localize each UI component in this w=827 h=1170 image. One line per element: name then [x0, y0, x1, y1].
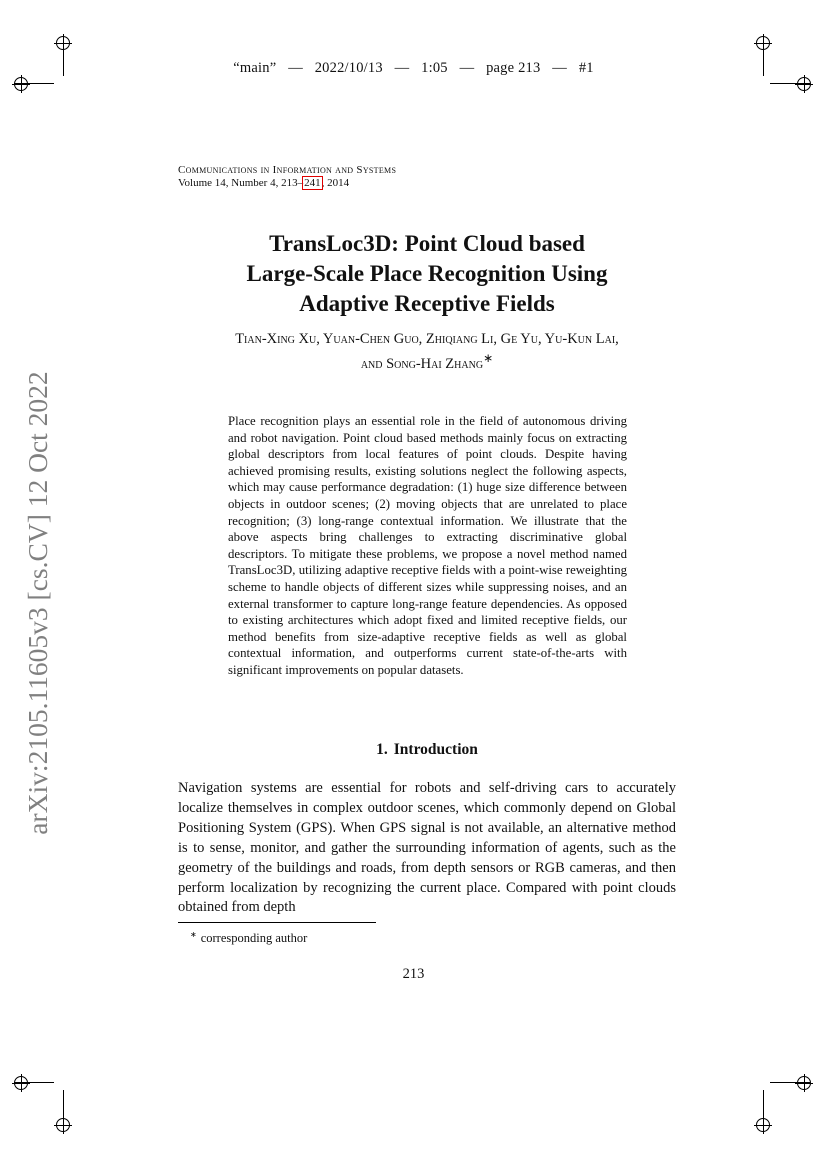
header-job: “main” — [233, 60, 277, 76]
volume-prefix: Volume 14, Number 4, 213– — [178, 177, 304, 189]
authors-line — [178, 349, 676, 374]
author-list — [178, 330, 676, 374]
intro-paragraph: Navigation systems are essential for robots and self-driving cars to accurately localize themselves in complex outdoor scenes, which commonly depend on Global Positioning System (GPS). When GPS signal is not available, an alternative method is to sense, monitor, and gather the surrounding information of agents, such as the geometry of the buildings and roads, from depth sensors or RGB cameras, and then perform localization by recognizing the current place. Compared with point clouds obtained from depth — [178, 780, 676, 916]
corresponding-mark-link[interactable]: ∗ — [483, 351, 494, 365]
section-title: Introduction — [393, 741, 478, 758]
header-sheet: #1 — [578, 60, 594, 76]
title-line: Large-Scale Place Recognition Using — [246, 261, 608, 286]
header-sep: — — [394, 60, 410, 76]
running-header — [0, 60, 827, 77]
journal-year: , 2014 — [321, 177, 350, 189]
title-line: Adaptive Receptive Fields — [299, 291, 555, 316]
title-line: TransLoc3D: Point Cloud based — [269, 231, 585, 256]
footnote-rule — [178, 922, 376, 923]
abstract: Place recognition plays an essential role in the field of autonomous driving and robot navigation. Point cloud based methods mainly focus on extracting global descriptors from local features of point clouds. Despite having achieved promising results, existing solutions neglect the following aspects, which may cause performance degradation: (1) huge size difference between objects in outdoor scenes; (2) moving objects that are unrelated to place recognition; (3) long-range contextual information. We illustrate that the above aspects bring challenges to extracting discriminative global descriptors. To mitigate these problems, we propose a novel method named TransLoc3D, utilizing adaptive receptive fields with a point-wise reweighting scheme to handle objects of different sizes while suppressing noises, and an external transformer to capture long-range feature dependencies. As opposed to existing architectures which adopt fixed and limited receptive fields, our method benefits from size-adaptive receptive fields as well as global contextual information, and outperforms current state-of-the-arts with significant improvements on popular datasets. — [228, 414, 627, 677]
journal-name: Communications in Information and Systems — [178, 164, 397, 176]
header-sep: — — [288, 60, 303, 76]
arxiv-stamp: arXiv:2105.11605v3 [cs.CV] 12 Oct 2022 — [22, 371, 53, 835]
header-date: 2022/10/13 — [314, 60, 383, 76]
footnote-mark: ∗ — [190, 930, 197, 939]
authors-line-text: and Song-Hai Zhang — [360, 355, 484, 372]
header-time: 1:05 — [421, 60, 448, 76]
header-page: page 213 — [486, 60, 541, 76]
header-sep: — — [459, 60, 475, 76]
journal-info — [178, 164, 396, 190]
section-heading — [178, 741, 676, 759]
paper-title — [178, 229, 676, 319]
footnote — [190, 930, 307, 946]
journal-volume — [178, 177, 396, 190]
footnote-text: corresponding author — [200, 931, 308, 946]
header-sep: — — [552, 60, 567, 76]
section-number: 1. — [376, 741, 388, 758]
last-page-link[interactable]: 241 — [304, 177, 321, 189]
authors-line: Tian-Xing Xu, Yuan-Chen Guo, Zhiqiang Li, Ge Yu, Yu-Kun Lai, — [235, 331, 619, 347]
page-number: 213 — [402, 966, 425, 982]
